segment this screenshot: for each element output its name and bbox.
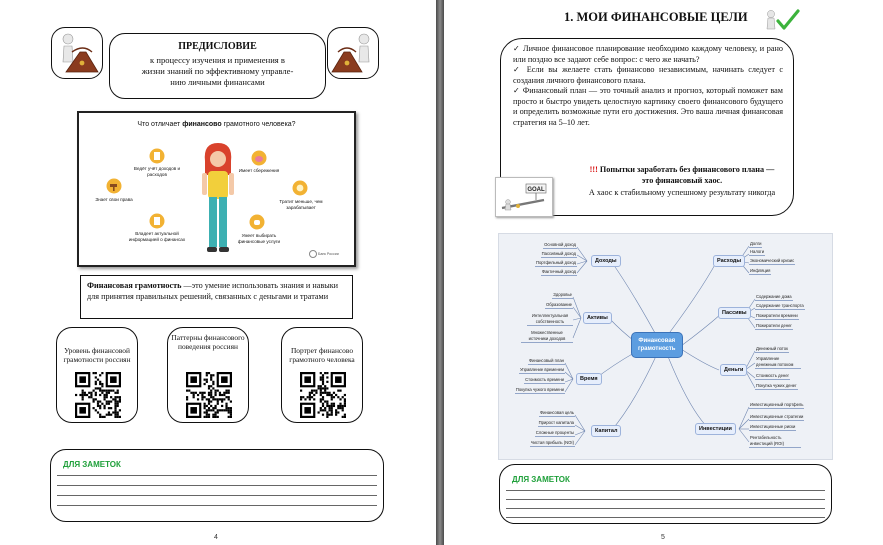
- intro-tail: А хаос к стабильному успешному результату никогда: [588, 188, 776, 197]
- money-bag-icon: [52, 28, 102, 78]
- bag-illustration-right: [327, 27, 379, 79]
- note-line: [506, 508, 825, 509]
- mindmap-branch: Доходы: [591, 255, 621, 267]
- preface-title: ПРЕДИСЛОВИЕ: [178, 41, 257, 52]
- coins-icon: [292, 180, 308, 196]
- checkmark-figure-icon: [760, 9, 800, 31]
- piggy-bank-icon: [251, 150, 267, 166]
- mindmap-leaf: Налоги: [750, 249, 765, 254]
- mindmap-leaf: Множественные источники доходов: [521, 330, 573, 343]
- qr-card[interactable]: [56, 327, 138, 423]
- gavel-icon: [106, 178, 122, 194]
- qr-card-label: Паттерны финансового поведения россиян: [171, 333, 245, 351]
- mindmap-leaf: Инфляция: [750, 268, 771, 273]
- definition-text: —это умение использовать знания и навыки для принятия правильных решений, связанных с деньгами и тратами: [87, 281, 339, 301]
- mindmap-branch: Инвестиции: [695, 423, 736, 435]
- mindmap-leaf: Инвестиционные стратегии: [750, 414, 804, 419]
- note-line: [57, 475, 377, 476]
- definition-box: [80, 275, 353, 319]
- qr-code-icon[interactable]: [186, 372, 232, 418]
- notebook-icon: [149, 148, 165, 164]
- infographic-frame: [77, 111, 356, 267]
- mindmap-leaf: Чистая прибыль (NOI): [530, 440, 574, 445]
- note-line: [57, 505, 377, 506]
- mindmap-leaf: Управление денежным потоком: [755, 356, 801, 369]
- preface-box: [109, 33, 326, 99]
- intro-paragraph: ✓ Финансовый план — это точный анализ и прогноз, который поможет вам просто и быстро увидеть целостную картинку своего финансового будущего и определить возможные пути его достижения. Это ваша личная финансовая стратегия на 5–10 лет.: [513, 86, 783, 127]
- definition-term: Финансовая грамотность: [87, 281, 182, 290]
- mindmap-leaf: Интеллектуальная собственность: [527, 313, 573, 326]
- mindmap-leaf: Портфельный доход: [535, 260, 576, 265]
- mindmap-leaf: Стоимость времени: [525, 377, 564, 382]
- mindmap-leaf: Прирост капитала: [538, 420, 574, 425]
- bank-logo: Банк России: [309, 250, 339, 258]
- qr-card-label: Портрет финансово грамотного человека: [289, 346, 355, 364]
- mindmap-leaf: Инвестиционные риски: [750, 424, 796, 429]
- mindmap-branch: Время: [576, 373, 602, 385]
- mindmap-leaf: Пожиратели времени: [756, 313, 798, 318]
- money-bag-icon: [328, 28, 378, 78]
- mindmap-leaf: Пассивный доход: [541, 251, 576, 256]
- mindmap-leaf: Денежный поток: [756, 346, 788, 351]
- mindmap-leaf: Содержание дома: [756, 294, 792, 299]
- mindmap-branch: Капитал: [591, 425, 621, 437]
- left-page: [0, 0, 436, 545]
- qr-card-label: Уровень финансовой грамотности россиян: [63, 346, 131, 364]
- page-number: 5: [661, 534, 665, 541]
- mindmap-leaf: Пожиратели денег: [756, 323, 792, 328]
- notes-box[interactable]: [499, 464, 832, 524]
- note-line: [506, 517, 825, 518]
- mindmap-leaf: Финансовая цель: [539, 410, 574, 415]
- mindmap-leaf: Экономический кризис: [750, 258, 795, 263]
- mindmap-leaf: Рентабельность инвестиций (ROI): [749, 435, 801, 448]
- mindmap-branch: Активы: [583, 312, 612, 324]
- infographic-item: Владеет актуальной информацией о финансах: [128, 231, 186, 242]
- mindmap-panel: [498, 233, 833, 460]
- preface-text: к процессу изучения и применения в жизни знаний по эффективному управле- нию личными финансами: [141, 55, 294, 87]
- qr-card[interactable]: [281, 327, 363, 423]
- mindmap-branch: Пассивы: [718, 307, 751, 319]
- mindmap-leaf: Содержание транспорта: [756, 303, 804, 308]
- mindmap-branch: Расходы: [713, 255, 745, 267]
- mindmap-leaf: Здоровье: [553, 292, 572, 297]
- note-line: [506, 499, 825, 500]
- warning-text: !!! Попытки заработать без финансового плана — это финансовый хаос.: [589, 165, 775, 185]
- mindmap-leaf: Покупка чужого времени: [515, 387, 564, 392]
- note-line: [506, 490, 825, 491]
- mindmap-leaf: Фактичный доход: [541, 269, 576, 274]
- book-gutter: [436, 0, 444, 545]
- infographic-item: Тратит меньше, чем зарабатывает: [279, 199, 323, 210]
- intro-text: [513, 44, 783, 128]
- infographic-item: Умеет выбирать финансовые услуги: [237, 233, 281, 244]
- note-line: [57, 485, 377, 486]
- note-line: [57, 495, 377, 496]
- goal-label: GOAL: [527, 187, 545, 193]
- qr-code-icon[interactable]: [300, 372, 346, 418]
- goal-illustration: [495, 177, 553, 217]
- mindmap-leaf: Стоимость денег: [756, 373, 790, 378]
- qr-code-icon[interactable]: [75, 372, 121, 418]
- bag-illustration-left: [51, 27, 103, 79]
- notes-box[interactable]: [50, 449, 384, 522]
- page-number: 4: [214, 534, 218, 541]
- qr-card[interactable]: [167, 327, 249, 423]
- intro-paragraph: ✓ Личное финансовое планирование необходимо каждому человеку, и рано или поздно все задают себе вопрос: с чего же начать?: [513, 44, 783, 64]
- intro-paragraph: ✓ Если вы желаете стать финансово независимым, начинать следует с создания личного финансового плана.: [513, 65, 783, 85]
- mindmap-leaf: Управление временем: [519, 367, 564, 372]
- mindmap-leaf: Долги: [750, 241, 762, 246]
- infographic-item: Имеет сбережения: [238, 168, 280, 173]
- mindmap-leaf: Основной доход: [544, 242, 576, 247]
- mindmap-center: Финансовая грамотность: [631, 332, 683, 358]
- infographic-item: Ведёт учёт доходов и расходов: [133, 166, 181, 177]
- mindmap-leaf: Сложные проценты: [535, 430, 574, 435]
- goal-target-icon: [496, 178, 552, 216]
- notes-title: ДЛЯ ЗАМЕТОК: [63, 460, 121, 469]
- mindmap-leaf: Инвестиционный портфель: [750, 402, 804, 407]
- mindmap-leaf: Покупка чужих денег: [756, 383, 797, 388]
- mindmap-leaf: Финансовый план: [528, 358, 564, 363]
- hand-icon: [249, 214, 265, 230]
- document-icon: [149, 213, 165, 229]
- mindmap-branch: Деньги: [720, 364, 747, 376]
- right-page: [444, 0, 883, 545]
- infographic-question: Что отличает финансово грамотного человека?: [137, 121, 296, 128]
- infographic-item: Знает свои права: [95, 197, 133, 202]
- mindmap-leaf: Образование: [546, 302, 572, 307]
- page-title: 1. МОИ ФИНАНСОВЫЕ ЦЕЛИ: [564, 10, 748, 24]
- warning-marks: !!!: [589, 165, 600, 174]
- notes-title: ДЛЯ ЗАМЕТОК: [512, 475, 570, 484]
